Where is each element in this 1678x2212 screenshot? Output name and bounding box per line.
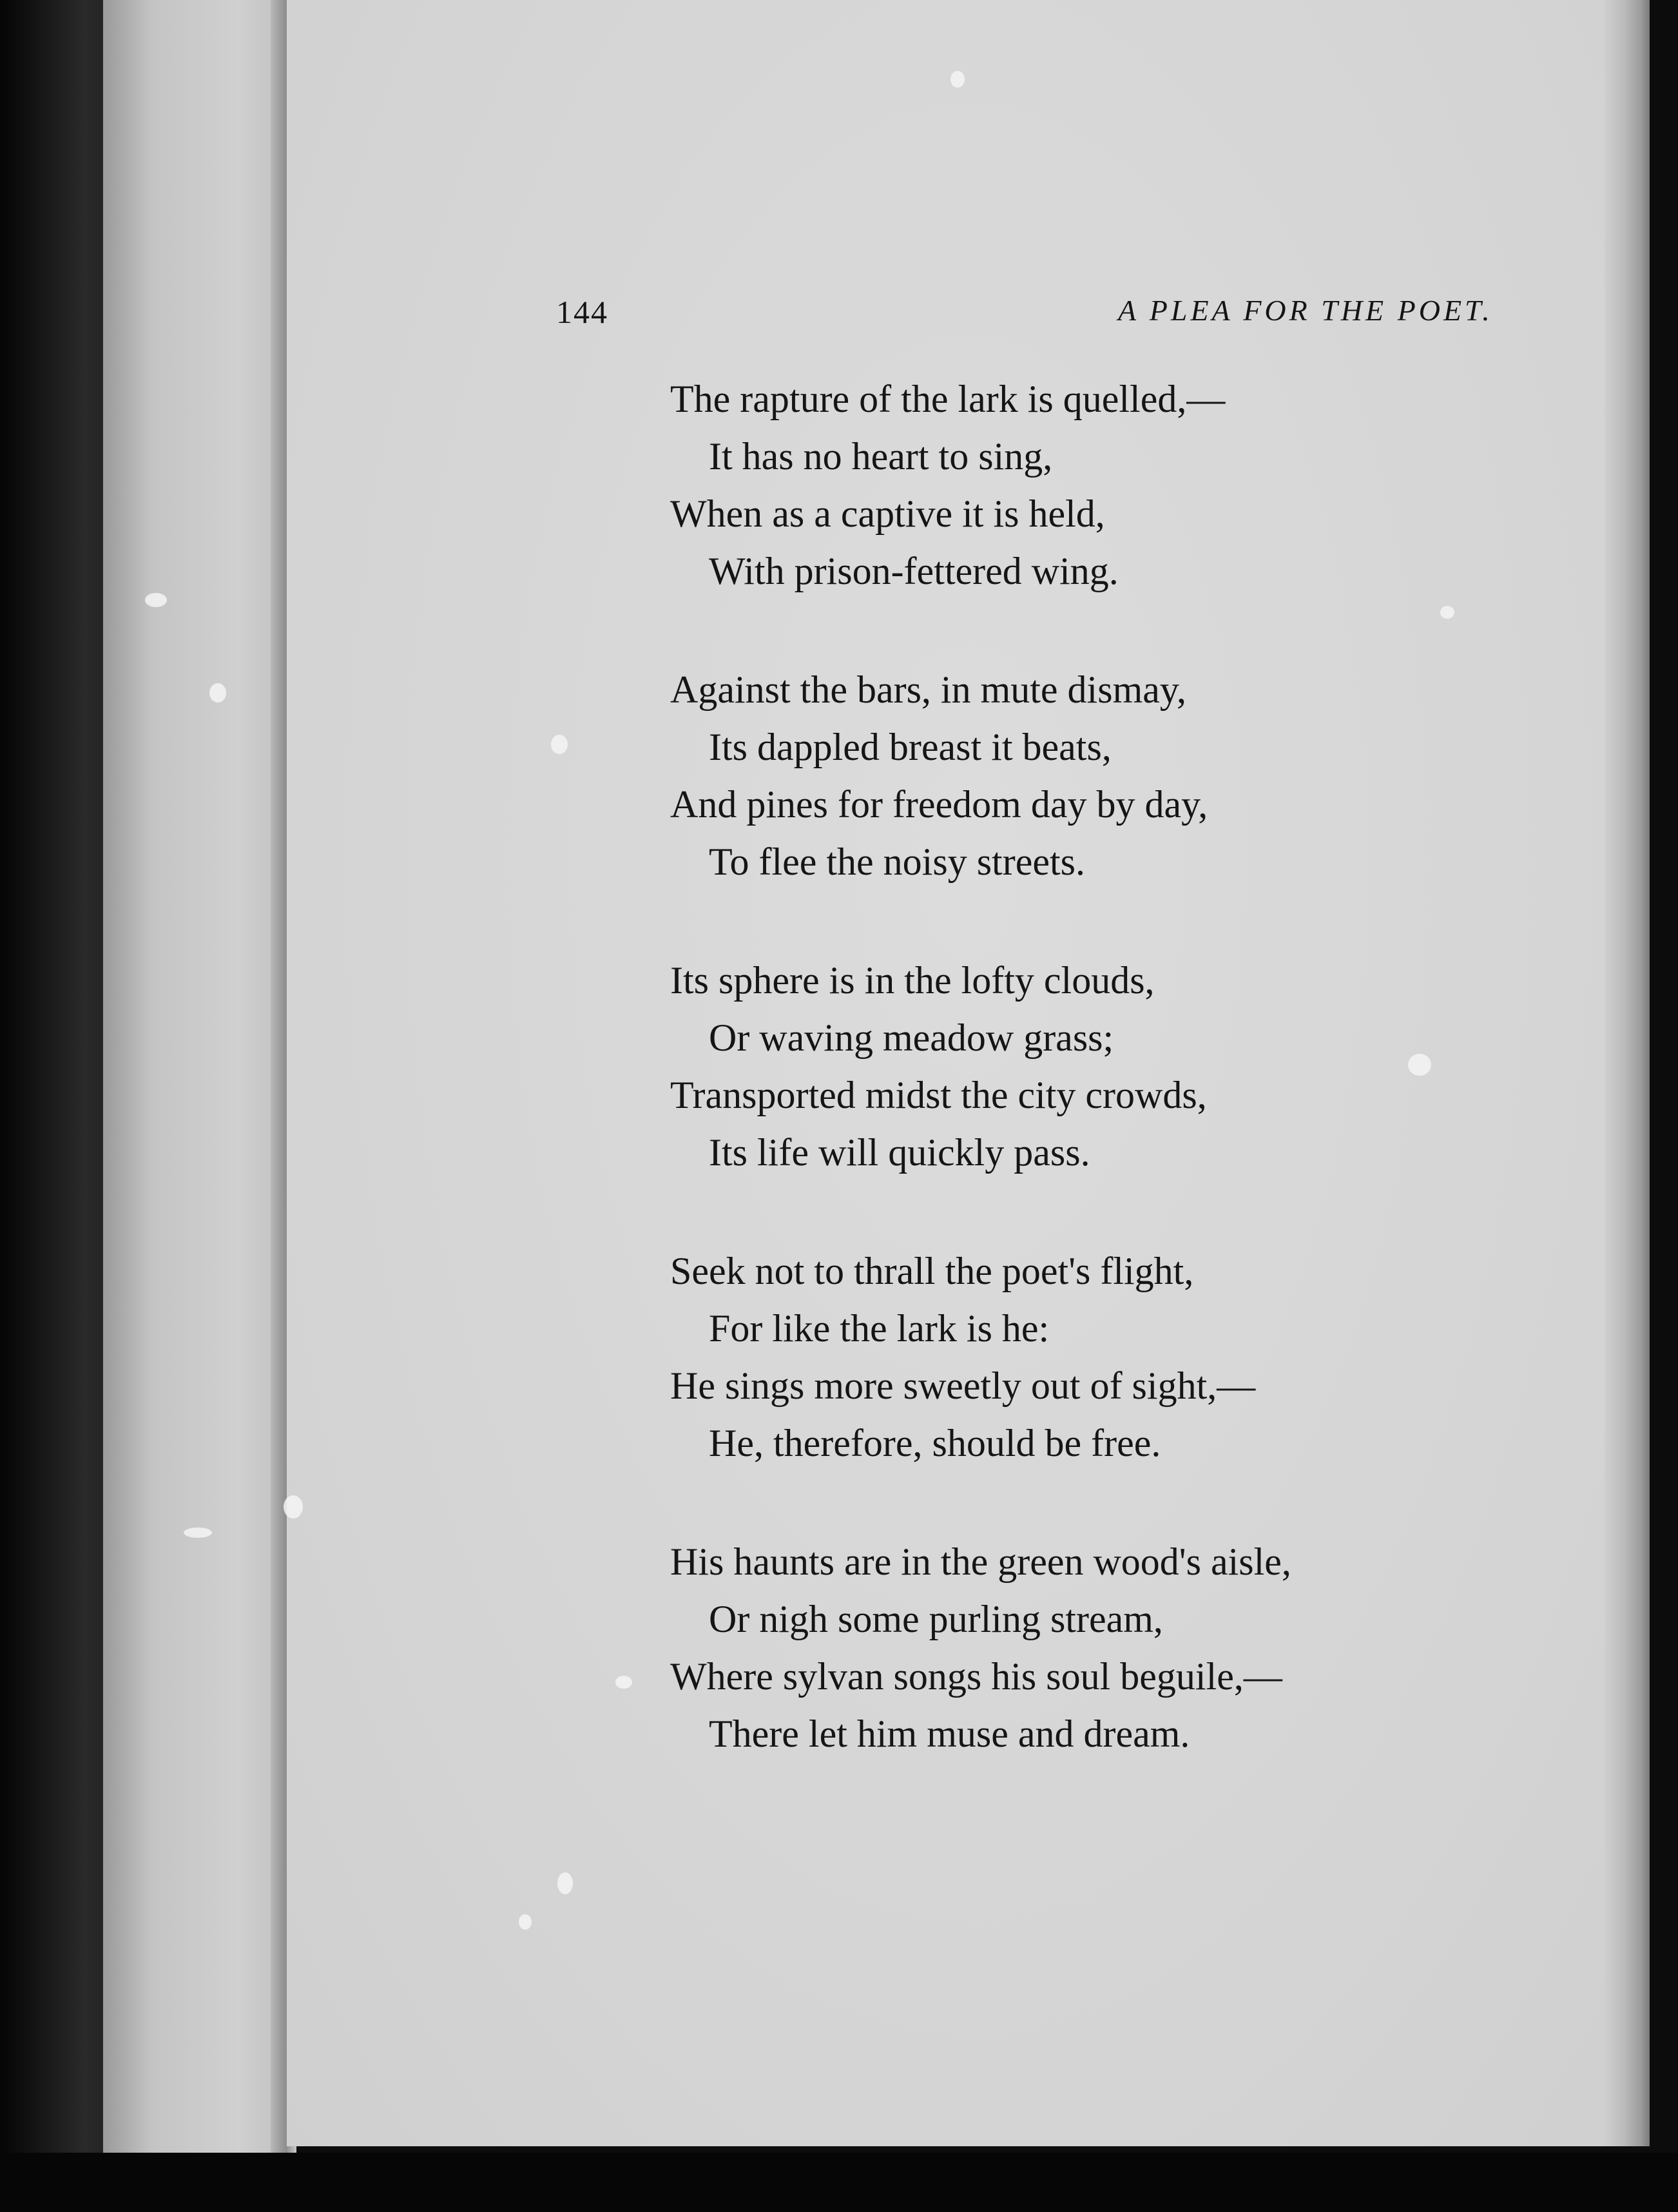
poem-line: For like the lark is he: — [709, 1307, 1050, 1350]
poem-line: Transported midst the city crowds, — [670, 1074, 1207, 1116]
poem-line: Its dappled breast it beats, — [709, 726, 1112, 768]
poem-line: And pines for freedom day by day, — [670, 783, 1208, 826]
poem-line: When as a captive it is held, — [670, 492, 1105, 535]
running-title: A PLEA FOR THE POET. — [1118, 294, 1493, 327]
poem-line: His haunts are in the green wood's aisle, — [670, 1540, 1291, 1583]
poem-line: He, therefore, should be free. — [709, 1422, 1161, 1464]
poem — [670, 371, 1637, 1824]
scanner-bottom-edge — [0, 2153, 1678, 2212]
poem-line: It has no heart to sing, — [709, 435, 1053, 478]
poem-line: Its life will quickly pass. — [709, 1131, 1090, 1174]
poem-line: There let him muse and dream. — [709, 1712, 1190, 1755]
page-number: 144 — [556, 294, 608, 330]
poem-line: Or nigh some purling stream, — [709, 1598, 1163, 1640]
poem-line: Where sylvan songs his soul beguile,— — [670, 1655, 1282, 1698]
stanza-4 — [670, 1243, 1637, 1472]
previous-page-edge — [103, 0, 296, 2153]
poem-line: Its sphere is in the lofty clouds, — [670, 959, 1155, 1002]
stanza-3 — [670, 952, 1637, 1181]
poem-line: The rapture of the lark is quelled,— — [670, 378, 1226, 420]
stanza-1 — [670, 371, 1637, 600]
poem-line: To flee the noisy streets. — [709, 840, 1085, 883]
stanza-5 — [670, 1533, 1637, 1763]
stanza-2 — [670, 661, 1637, 891]
poem-line: He sings more sweetly out of sight,— — [670, 1364, 1256, 1407]
poem-line: Or waving meadow grass; — [709, 1016, 1114, 1059]
book-page — [287, 0, 1650, 2146]
poem-line: Against the bars, in mute dismay, — [670, 668, 1186, 711]
poem-line: With prison-fettered wing. — [709, 550, 1119, 592]
poem-line: Seek not to thrall the poet's flight, — [670, 1250, 1194, 1292]
